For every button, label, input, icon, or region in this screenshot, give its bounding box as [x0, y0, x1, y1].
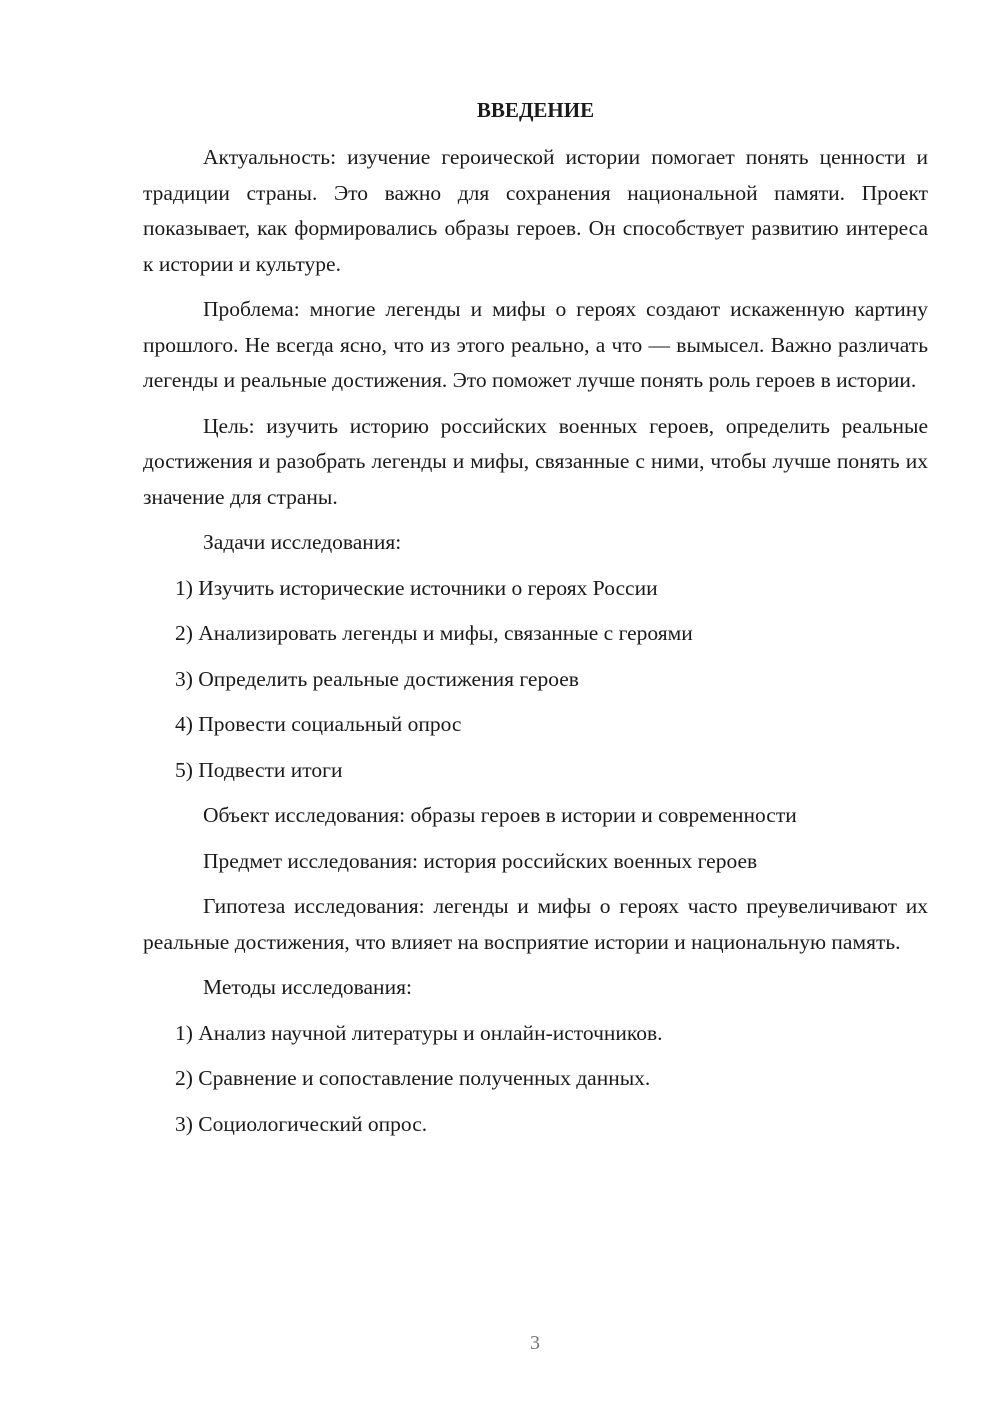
list-item: 3) Социологический опрос.	[175, 1111, 428, 1136]
list-item: 2) Анализировать легенды и мифы, связанные с героями	[175, 621, 693, 645]
page-number: 3	[530, 1332, 540, 1354]
methods-list	[143, 1016, 928, 1143]
page-content	[143, 93, 928, 1152]
list-item: 1) Анализ научной литературы и онлайн-источников.	[175, 1020, 663, 1045]
object-paragraph: Объект исследования: образы героев в истории и современности	[203, 803, 797, 827]
list-item: 3) Определить реальные достижения героев	[175, 666, 579, 691]
list-item: 2) Сравнение и сопоставление полученных данных.	[175, 1066, 651, 1090]
list-item: 5) Подвести итоги	[175, 757, 343, 782]
relevance-paragraph: Актуальность: изучение героической истории помогает понять ценности и традиции страны. Это важно для сохранения национальной памяти. Проект показывает, как формировались образы героев. Он способствует развитию интереса к истории и культуре.	[143, 145, 928, 276]
list-item: 1) Изучить исторические источники о героях России	[175, 575, 658, 600]
problem-paragraph: Проблема: многие легенды и мифы о героях создают искаженную картину прошлого. Не всегда ясно, что из этого реально, а что — вымысел. Важно различать легенды и реальные достижения. Это поможет лучше понять роль героев в истории.	[143, 297, 928, 392]
tasks-list	[143, 571, 928, 789]
section-heading: ВВЕДЕНИЕ	[476, 98, 595, 122]
hypothesis-paragraph: Гипотеза исследования: легенды и мифы о героях часто преувеличивают их реальные достижения, что влияет на восприятие истории и национальную память.	[143, 894, 928, 954]
tasks-title: Задачи исследования:	[203, 530, 402, 554]
list-item: 4) Провести социальный опрос	[175, 712, 462, 736]
subject-paragraph: Предмет исследования: история российских военных героев	[203, 848, 758, 873]
goal-paragraph: Цель: изучить историю российских военных героев, определить реальные достижения и разобрать легенды и мифы, связанные с ними, чтобы лучше понять их значение для страны.	[143, 413, 928, 509]
methods-title: Методы исследования:	[203, 975, 412, 999]
